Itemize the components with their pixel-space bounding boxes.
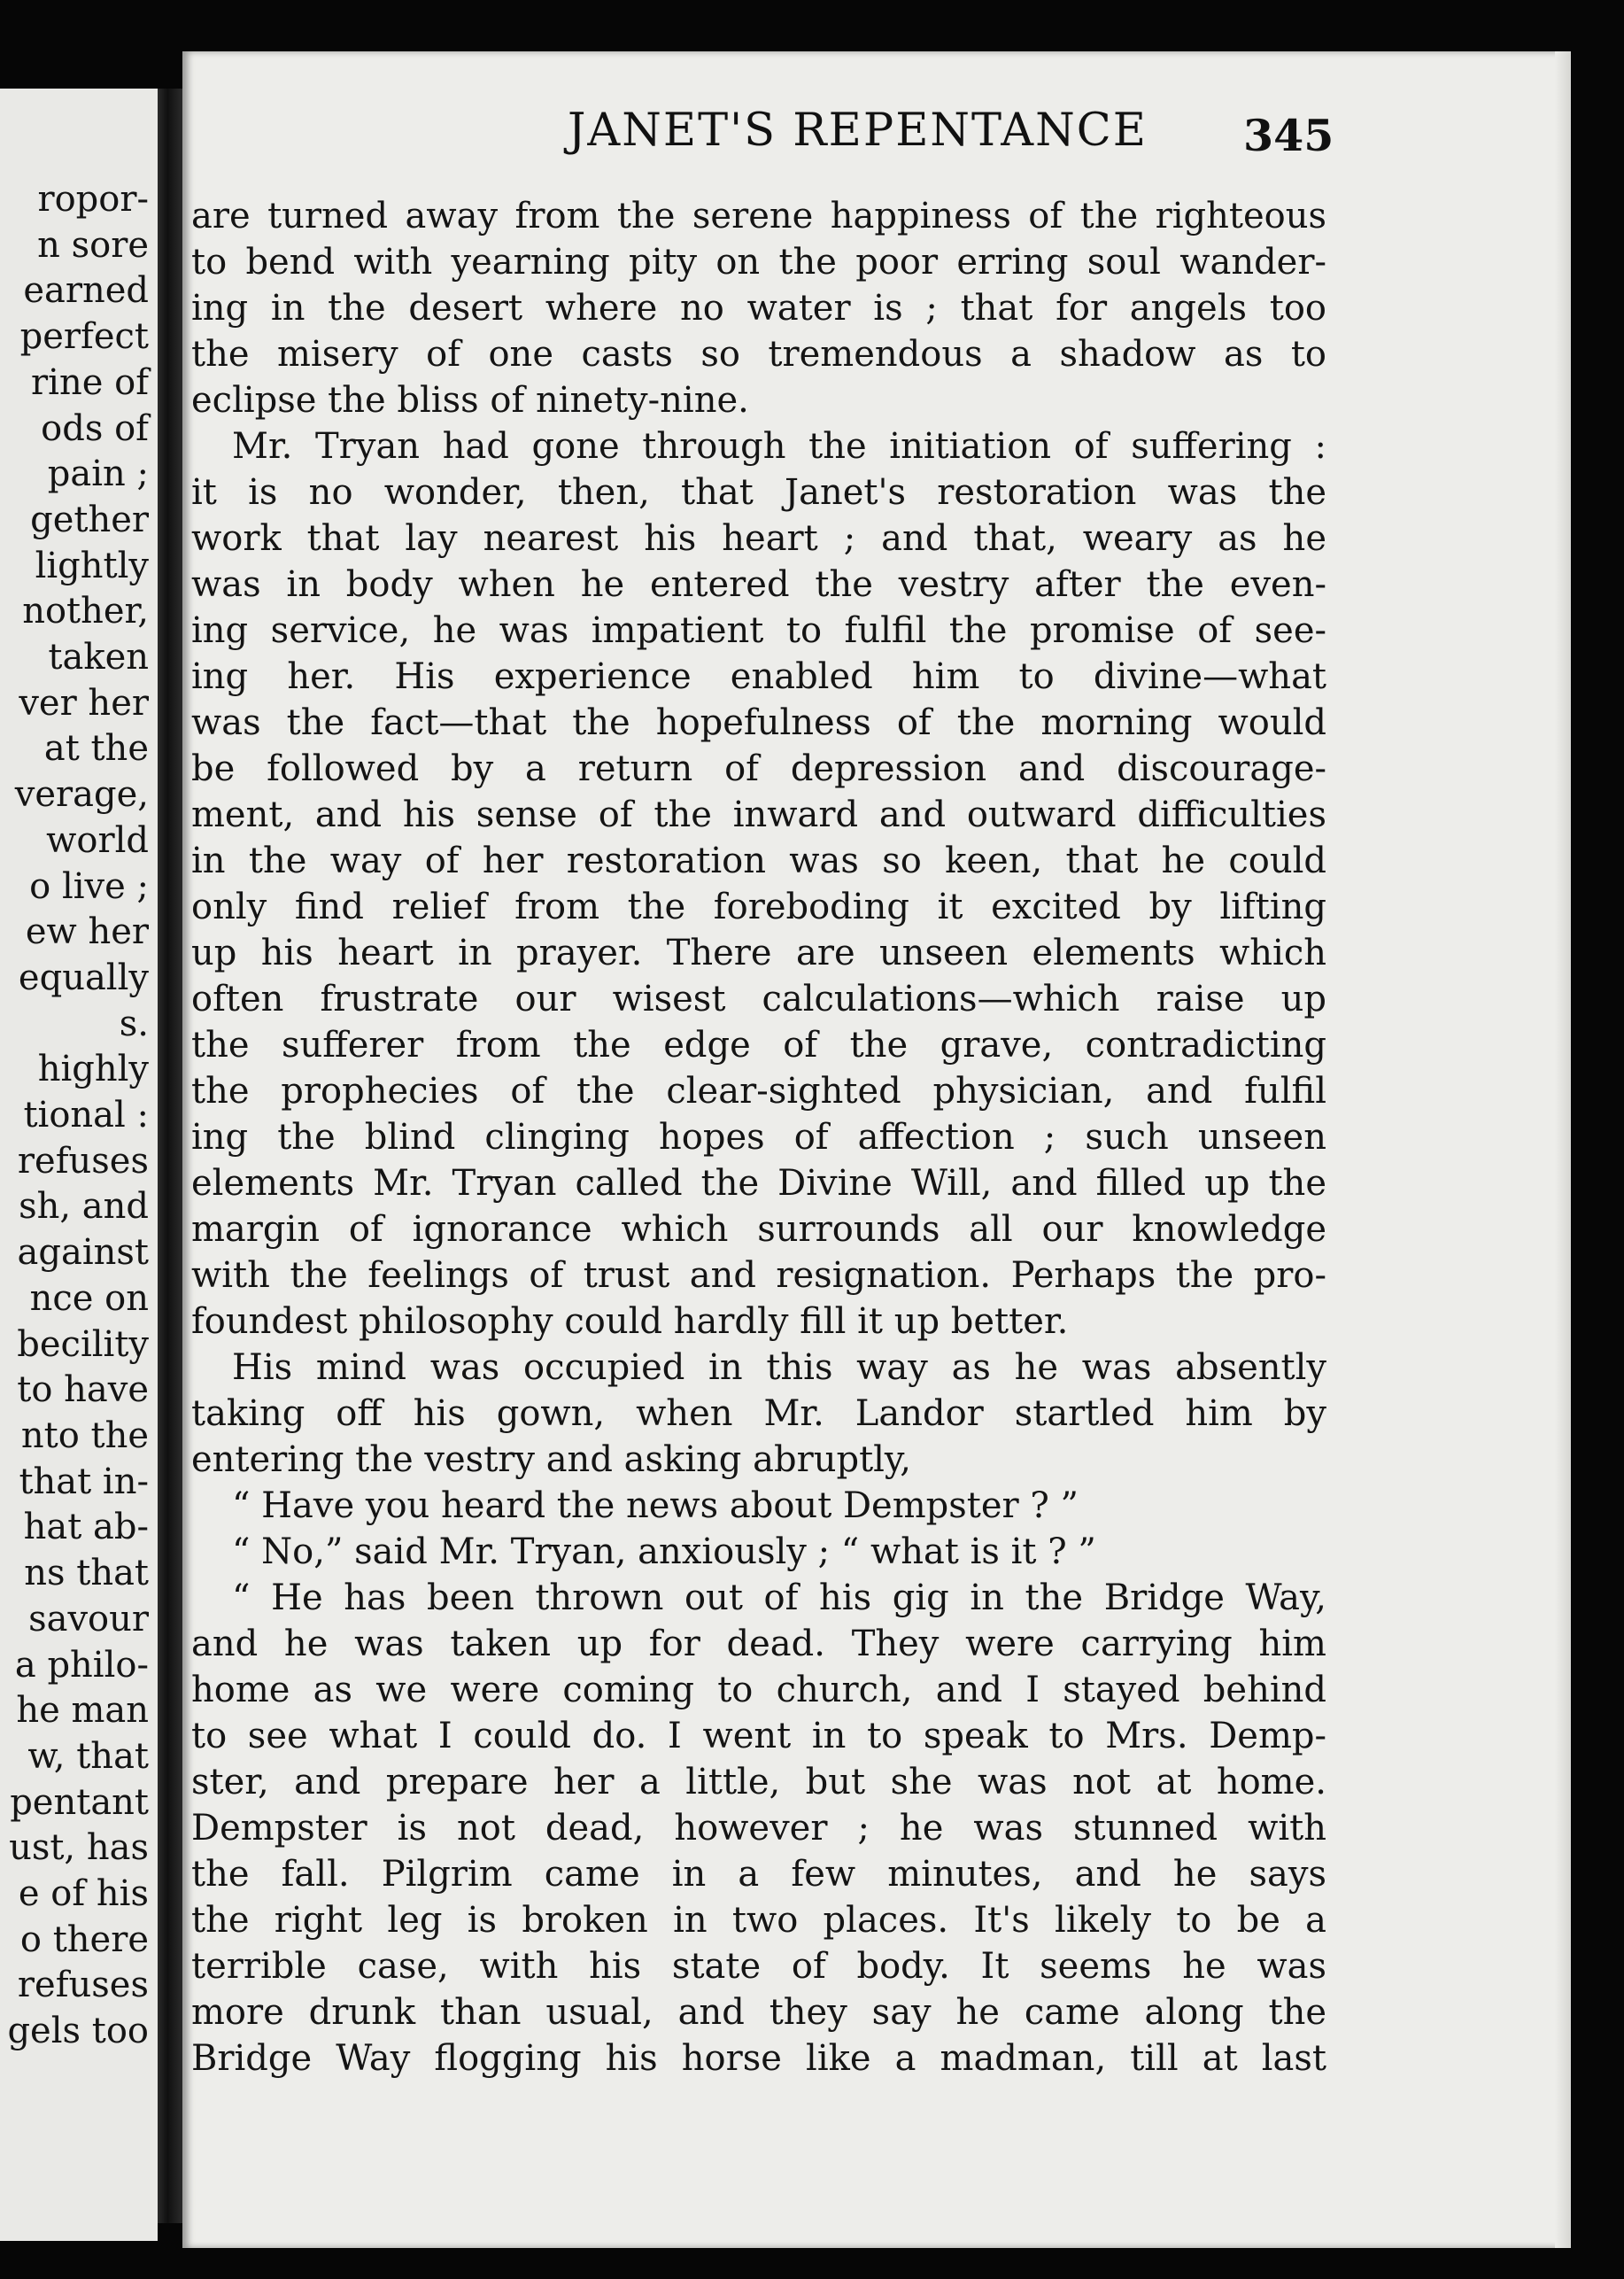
left-page-line: n sore: [37, 224, 149, 266]
left-page: [0, 89, 158, 2241]
text-line: ing her. His experience enabled him to divine—what: [191, 656, 1326, 697]
left-page-text: [7, 177, 149, 2055]
text-line: ment, and his sense of the inward and outward difficulties: [191, 795, 1326, 835]
left-page-line: s.: [119, 1003, 149, 1044]
text-line: Bridge Way flogging his horse like a madman, till at last: [191, 2038, 1326, 2079]
text-line: home as we were coming to church, and I stayed behind: [191, 1670, 1326, 1710]
left-page-line: lightly: [35, 545, 149, 586]
page-edge: [1555, 51, 1571, 2248]
book-gutter: [158, 89, 182, 2223]
left-page-line: rine of: [31, 361, 149, 403]
text-line: Dempster is not dead, however ; he was stunned with: [191, 1808, 1326, 1849]
left-page-line: e of his: [18, 1873, 149, 1915]
text-line: eclipse the bliss of ninety-nine.: [191, 380, 749, 421]
text-line: elements Mr. Tryan called the Divine Will, and filled up the: [191, 1163, 1326, 1204]
left-page-line: becility: [17, 1323, 149, 1365]
left-page-line: refuses: [17, 1965, 149, 2006]
left-page-line: at the: [43, 728, 149, 770]
text-line: “ He has been thrown out of his gig in the Bridge Way,: [232, 1577, 1326, 1618]
text-line: are turned away from the serene happiness of the righteous: [191, 196, 1326, 236]
left-page-line: nother,: [22, 591, 149, 632]
text-line: the fall. Pilgrim came in a few minutes, and he says: [191, 1854, 1326, 1895]
left-page-line: w, that: [27, 1735, 149, 1777]
left-page-line: ods of: [41, 407, 149, 449]
left-page-line: earned: [23, 270, 149, 312]
text-line: up his heart in prayer. There are unseen elements which: [191, 933, 1326, 973]
left-page-line: world: [46, 819, 149, 861]
left-page-line: pain ;: [47, 453, 149, 495]
text-line: and he was taken up for dead. They were carrying him: [191, 1624, 1326, 1664]
text-line: ing service, he was impatient to fulfil the promise of see-: [191, 610, 1326, 651]
text-line: work that lay nearest his heart ; and that, weary as he: [191, 518, 1326, 559]
text-line: be followed by a return of depression and discourage-: [191, 748, 1326, 789]
left-page-line: ropor-: [37, 179, 149, 220]
text-line: taking off his gown, when Mr. Landor startled him by: [191, 1393, 1326, 1434]
text-line: the right leg is broken in two places. It's likely to be a: [191, 1900, 1326, 1941]
main-page: [182, 51, 1571, 2248]
left-page-line: a philo-: [14, 1644, 149, 1686]
left-page-line: highly: [37, 1049, 149, 1090]
text-line: only find relief from the foreboding it excited by lifting: [191, 887, 1326, 927]
left-page-line: nto the: [20, 1415, 149, 1456]
left-page-line: taken: [48, 637, 149, 678]
left-page-line: pentant: [10, 1781, 149, 1823]
text-line: the prophecies of the clear-sighted physician, and fulfil: [191, 1071, 1326, 1112]
left-page-line: equally: [18, 957, 149, 998]
text-line: margin of ignorance which surrounds all our knowledge: [191, 1209, 1326, 1250]
left-page-line: verage,: [14, 774, 149, 816]
left-page-line: ust, has: [9, 1827, 149, 1869]
body-text: [182, 193, 1326, 2081]
text-line: Mr. Tryan had gone through the initiation of suffering :: [232, 426, 1326, 467]
text-line: was in body when he entered the vestry after the even-: [191, 564, 1326, 605]
left-page-line: ver her: [19, 682, 149, 724]
left-page-line: gether: [30, 499, 149, 540]
running-head: JANET'S REPENTANCE: [567, 105, 1148, 157]
text-line: ing the blind clinging hopes of affection ; such unseen: [191, 1117, 1326, 1158]
text-line: with the feelings of trust and resignation. Perhaps the pro-: [191, 1255, 1326, 1296]
left-page-line: perfect: [19, 316, 149, 358]
text-line: to bend with yearning pity on the poor erring soul wander-: [191, 242, 1326, 283]
left-page-line: gels too: [7, 2011, 149, 2052]
left-page-line: o there: [19, 1919, 149, 1960]
text-line: often frustrate our wisest calculations—which raise up: [191, 979, 1326, 1019]
left-page-line: tional :: [23, 1095, 149, 1136]
text-line: was the fact—that the hopefulness of the morning would: [191, 702, 1326, 743]
text-line: “ Have you heard the news about Dempster ? ”: [232, 1485, 1079, 1526]
text-line: the sufferer from the edge of the grave, contradicting: [191, 1025, 1326, 1066]
text-line: it is no wonder, then, that Janet's restoration was the: [191, 472, 1326, 513]
left-page-line: hat ab-: [23, 1507, 149, 1548]
text-line: foundest philosophy could hardly fill it up better.: [191, 1301, 1069, 1342]
left-page-line: nce on: [29, 1277, 149, 1319]
text-line: more drunk than usual, and they say he came along the: [191, 1992, 1326, 2033]
text-line: the misery of one casts so tremendous a shadow as to: [191, 334, 1326, 375]
text-line: to see what I could do. I went in to speak to Mrs. Demp-: [191, 1716, 1326, 1756]
left-page-line: sh, and: [19, 1186, 149, 1228]
text-line: ster, and prepare her a little, but she was not at home.: [191, 1762, 1326, 1802]
text-line: “ No,” said Mr. Tryan, anxiously ; “ what is it ? ”: [232, 1531, 1096, 1572]
left-page-line: ew her: [25, 911, 149, 953]
text-line: terrible case, with his state of body. It seems he was: [191, 1946, 1326, 1987]
page-number: 345: [1243, 110, 1334, 161]
text-line: in the way of her restoration was so keen, that he could: [191, 841, 1326, 881]
left-page-line: o live ;: [29, 865, 149, 907]
left-page-line: savour: [28, 1598, 149, 1639]
left-page-line: that in-: [19, 1461, 149, 1502]
left-page-line: to have: [17, 1369, 149, 1411]
left-page-line: ns that: [24, 1553, 149, 1594]
left-page-line: he man: [16, 1690, 149, 1732]
left-page-line: refuses: [17, 1140, 149, 1182]
text-line: His mind was occupied in this way as he was absently: [232, 1347, 1326, 1388]
left-page-line: against: [17, 1232, 149, 1274]
text-line: ing in the desert where no water is ; that for angels too: [191, 288, 1326, 329]
text-line: entering the vestry and asking abruptly,: [191, 1439, 911, 1480]
